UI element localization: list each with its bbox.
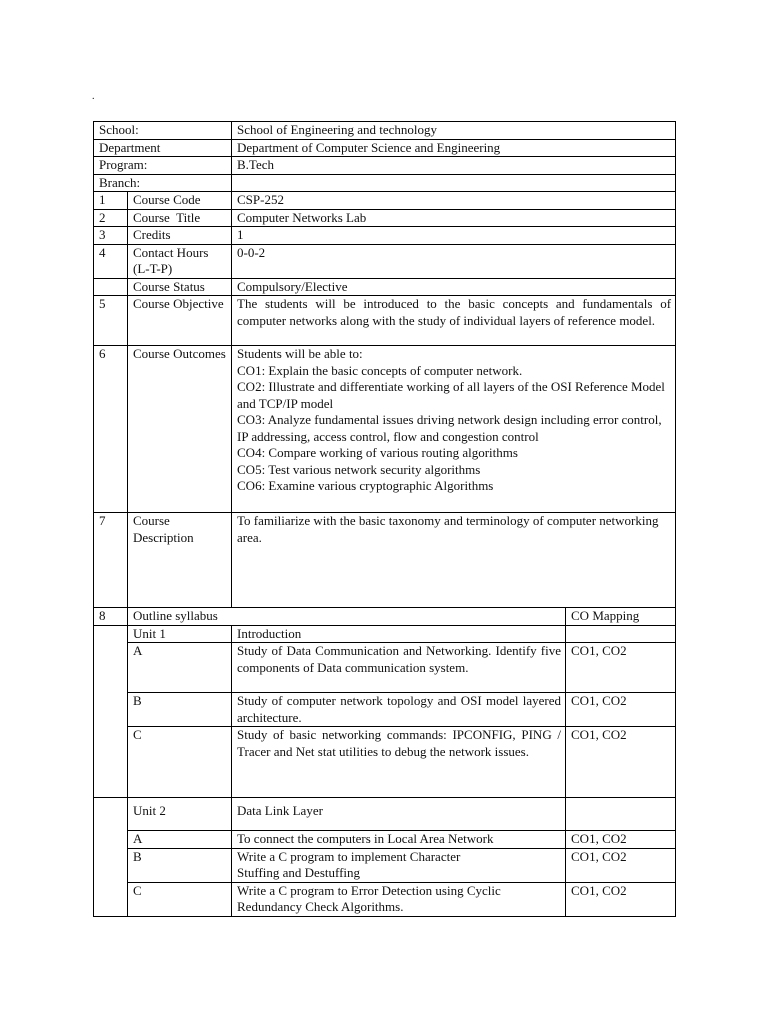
- topic-text: Study of basic networking commands: IPCONFIG, PING / Tracer and Net stat utilities to debug the network issues.: [232, 727, 566, 798]
- department-label: Department: [94, 139, 232, 157]
- course-objective-row: [94, 296, 676, 346]
- contact-hours-label: Contact Hours (L-T-P): [128, 244, 232, 278]
- syllabus-label: Outline syllabus: [128, 608, 566, 626]
- topic-text: Study of Data Communication and Networking. Identify five components of Data communication system.: [232, 643, 566, 693]
- outcome-item: CO5: Test various network security algorithms: [237, 461, 481, 477]
- course-status-label: Course Status: [128, 278, 232, 296]
- branch-label: Branch:: [94, 174, 232, 192]
- topic-text: Write a C program to implement Character Stuffing and Destuffing: [232, 848, 566, 882]
- row-number: 2: [94, 209, 128, 227]
- credits-value: 1: [232, 227, 676, 245]
- course-code-row: [94, 192, 676, 210]
- course-outcomes-label: Course Outcomes: [128, 346, 232, 513]
- program-label: Program:: [94, 157, 232, 175]
- course-code-value: CSP-252: [232, 192, 676, 210]
- unit-title: Data Link Layer: [232, 798, 566, 831]
- row-number: [94, 278, 128, 296]
- course-status-value: Compulsory/Elective: [232, 278, 676, 296]
- row-number: 8: [94, 608, 128, 626]
- topic-co-mapping: CO1, CO2: [566, 882, 676, 916]
- course-description-value: To familiarize with the basic taxonomy and terminology of computer networking area.: [232, 513, 676, 608]
- department-value: Department of Computer Science and Engineering: [232, 139, 676, 157]
- row-number: 5: [94, 296, 128, 346]
- co-mapping-header: CO Mapping: [566, 608, 676, 626]
- school-row: [94, 122, 676, 140]
- topic-row: [94, 831, 676, 849]
- topic-id: A: [128, 831, 232, 849]
- program-value: B.Tech: [232, 157, 676, 175]
- topic-co-mapping: CO1, CO2: [566, 643, 676, 693]
- row-number: 1: [94, 192, 128, 210]
- course-status-row: [94, 278, 676, 296]
- outcomes-intro: Students will be able to:: [237, 346, 363, 361]
- unit-label: Unit 2: [128, 798, 232, 831]
- department-row: [94, 139, 676, 157]
- contact-hours-row: [94, 244, 676, 278]
- topic-text: Study of computer network topology and OSI model layered architecture.: [232, 693, 566, 727]
- unit-mapping-blank: [566, 625, 676, 643]
- unit-title: Introduction: [232, 625, 566, 643]
- row-number: 6: [94, 346, 128, 513]
- merged-blank-cell: [94, 625, 128, 798]
- branch-row: [94, 174, 676, 192]
- row-number: 4: [94, 244, 128, 278]
- program-row: [94, 157, 676, 175]
- row-number: 7: [94, 513, 128, 608]
- branch-value: [232, 174, 676, 192]
- topic-co-mapping: CO1, CO2: [566, 848, 676, 882]
- topic-id: A: [128, 643, 232, 693]
- unit-mapping-blank: [566, 798, 676, 831]
- credits-row: [94, 227, 676, 245]
- unit-label: Unit 1: [128, 625, 232, 643]
- syllabus-header-row: [94, 608, 676, 626]
- row-number: 3: [94, 227, 128, 245]
- course-table: [93, 121, 676, 917]
- outcome-item: CO3: Analyze fundamental issues driving network design including error control, IP addressing, access control, flow and congestion control: [237, 412, 662, 444]
- outcome-item: CO6: Examine various cryptographic Algorithms: [237, 478, 494, 493]
- topic-text: To connect the computers in Local Area Network: [232, 831, 566, 849]
- unit-row: [94, 798, 676, 831]
- course-title-label: Course Title: [128, 209, 232, 227]
- topic-row: [94, 882, 676, 916]
- school-value: School of Engineering and technology: [232, 122, 676, 140]
- course-outcomes-cell: [232, 346, 676, 513]
- topic-co-mapping: CO1, CO2: [566, 727, 676, 798]
- school-label: School:: [94, 122, 232, 140]
- course-objective-value: The students will be introduced to the basic concepts and fundamentals of computer networks along with the study of individual layers of reference model.: [232, 296, 676, 346]
- course-title-row: [94, 209, 676, 227]
- course-outcomes-row: [94, 346, 676, 513]
- topic-row: [94, 848, 676, 882]
- merged-blank-cell: [94, 798, 128, 917]
- topic-id: B: [128, 693, 232, 727]
- course-description-row: [94, 513, 676, 608]
- topic-co-mapping: CO1, CO2: [566, 693, 676, 727]
- course-code-label: Course Code: [128, 192, 232, 210]
- unit-row: [94, 625, 676, 643]
- topic-id: C: [128, 882, 232, 916]
- topic-row: [94, 693, 676, 727]
- outcome-item: CO1: Explain the basic concepts of computer network.: [237, 362, 523, 378]
- contact-hours-value: 0-0-2: [232, 244, 676, 278]
- course-title-value: Computer Networks Lab: [232, 209, 676, 227]
- topic-row: [94, 643, 676, 693]
- course-objective-label: Course Objective: [128, 296, 232, 346]
- course-description-label: Course Description: [128, 513, 232, 608]
- topic-row: [94, 727, 676, 798]
- outcome-item: CO4: Compare working of various routing algorithms: [237, 445, 518, 460]
- topic-text: Write a C program to Error Detection using Cyclic Redundancy Check Algorithms.: [232, 882, 566, 916]
- topic-id: C: [128, 727, 232, 798]
- outcome-item: CO2: Illustrate and differentiate working of all layers of the OSI Reference Model and TCP/IP model: [237, 379, 665, 411]
- topic-co-mapping: CO1, CO2: [566, 831, 676, 849]
- credits-label: Credits: [128, 227, 232, 245]
- topic-id: B: [128, 848, 232, 882]
- page-mark: .: [92, 91, 95, 102]
